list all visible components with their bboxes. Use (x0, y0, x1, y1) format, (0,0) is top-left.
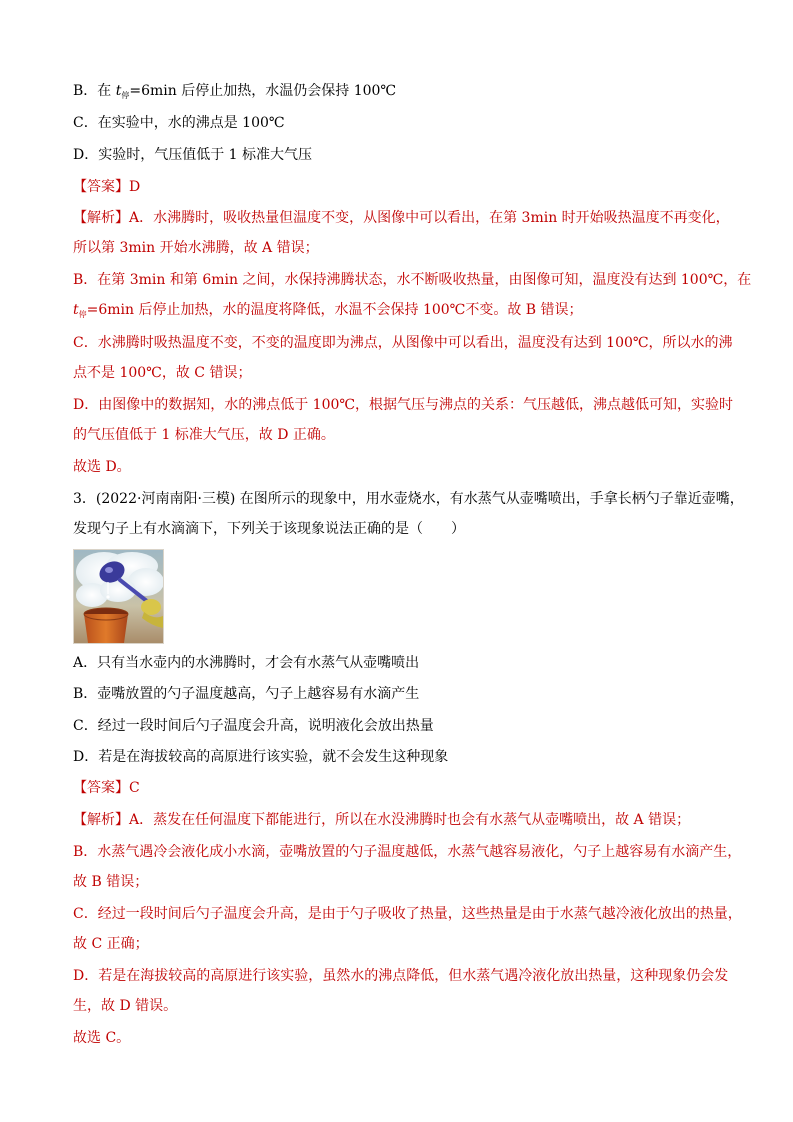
q3-option-d: D．若是在海拔较高的高原进行该实验，就不会发生这种现象 (73, 749, 449, 765)
q2-analysis-line3: B．在第 3min 和第 6min 之间，水保持沸腾状态，水不断吸收热量，由图像可知，温度没有达到 100℃，在 (73, 272, 752, 288)
q2-analysis-line8: 的气压值低于 1 标准大气压，故 D 正确。 (73, 427, 335, 443)
q3-stem-line1: 3．(2022·河南南阳·三模) 在图所示的现象中，用水壶烧水，有水蒸气从壶嘴喷出，手拿长柄勺子靠近壶嘴， (73, 491, 744, 507)
q2-final-choice: 故选 D。 (73, 459, 131, 475)
q2-analysis-line6: 点不是 100℃，故 C 错误； (73, 365, 252, 381)
q2-analysis-line1: 【解析】A．水沸腾时，吸收热量但温度不变，从图像中可以看出，在第 3min 时开始吸热温度不再变化， (73, 210, 730, 226)
q3-option-b: B．壶嘴放置的勺子温度越高，勺子上越容易有水滴产生 (73, 686, 420, 702)
prev-option-b-prefix: B．在 (73, 83, 116, 99)
kettle-spoon-illustration (74, 550, 163, 643)
q3-stem-line2: 发现勺子上有水滴滴下，下列关于该现象说法正确的是（ ） (73, 521, 465, 537)
q3-option-c: C．经过一段时间后勺子温度会升高，说明液化会放出热量 (73, 718, 434, 734)
q3-answer: 【答案】C (73, 780, 140, 796)
q2-analysis-line5: C．水沸腾时吸热温度不变，不变的温度即为沸点，从图像中可以看出，温度没有达到 100℃，所以水的沸 (73, 335, 733, 351)
prev-option-b (73, 81, 396, 103)
q2-analysis-line4-suffix: =6min 后停止加热，水的温度将降低，水温不会保持 100℃不变。故 B 错误； (86, 302, 583, 318)
q2-analysis-line7: D．由图像中的数据知，水的沸点低于 100℃，根据气压与沸点的关系：气压越低，沸点越低可知，实验时 (73, 397, 734, 413)
prev-option-c: C．在实验中，水的沸点是 100℃ (73, 115, 285, 131)
q3-analysis-line3: 故 B 错误； (73, 874, 149, 890)
q3-option-a: A．只有当水壶内的水沸腾时，才会有水蒸气从壶嘴喷出 (73, 655, 420, 671)
prev-option-d: D．实验时，气压值低于 1 标准大气压 (73, 147, 313, 163)
prev-option-b-sub: 停 (121, 91, 130, 100)
q3-analysis-line5: 故 C 正确； (73, 936, 149, 952)
q2-analysis-line4-var: t (73, 302, 79, 318)
q3-analysis-line6: D．若是在海拔较高的高原进行该实验，虽然水的沸点降低，但水蒸气遇冷液化放出热量，这种现象仍会发 (73, 968, 729, 984)
q3-analysis-line4: C．经过一段时间后勺子温度会升高，是由于勺子吸收了热量，这些热量是由于水蒸气越冷液化放出的热量， (73, 906, 742, 922)
q3-figure-kettle-spoon (73, 549, 164, 644)
q3-analysis-line2: B．水蒸气遇冷会液化成小水滴，壶嘴放置的勺子温度越低，水蒸气越容易液化，勺子上越容易有水滴产生， (73, 844, 742, 860)
prev-option-b-suffix: =6min 后停止加热，水温仍会保持 100℃ (129, 83, 397, 99)
q3-analysis-line7: 生，故 D 错误。 (73, 998, 178, 1014)
q2-analysis-line4 (73, 300, 583, 322)
q2-answer: 【答案】D (73, 179, 141, 195)
q3-analysis-line1: 【解析】A．蒸发在任何温度下都能进行，所以在水没沸腾时也会有水蒸气从壶嘴喷出，故 A 错误； (73, 812, 691, 828)
q2-analysis-line4-sub: 停 (78, 310, 87, 319)
prev-option-b-var: t (115, 83, 122, 99)
q3-final-choice: 故选 C。 (73, 1030, 131, 1046)
q2-analysis-line2: 所以第 3min 开始水沸腾，故 A 错误； (73, 240, 319, 256)
